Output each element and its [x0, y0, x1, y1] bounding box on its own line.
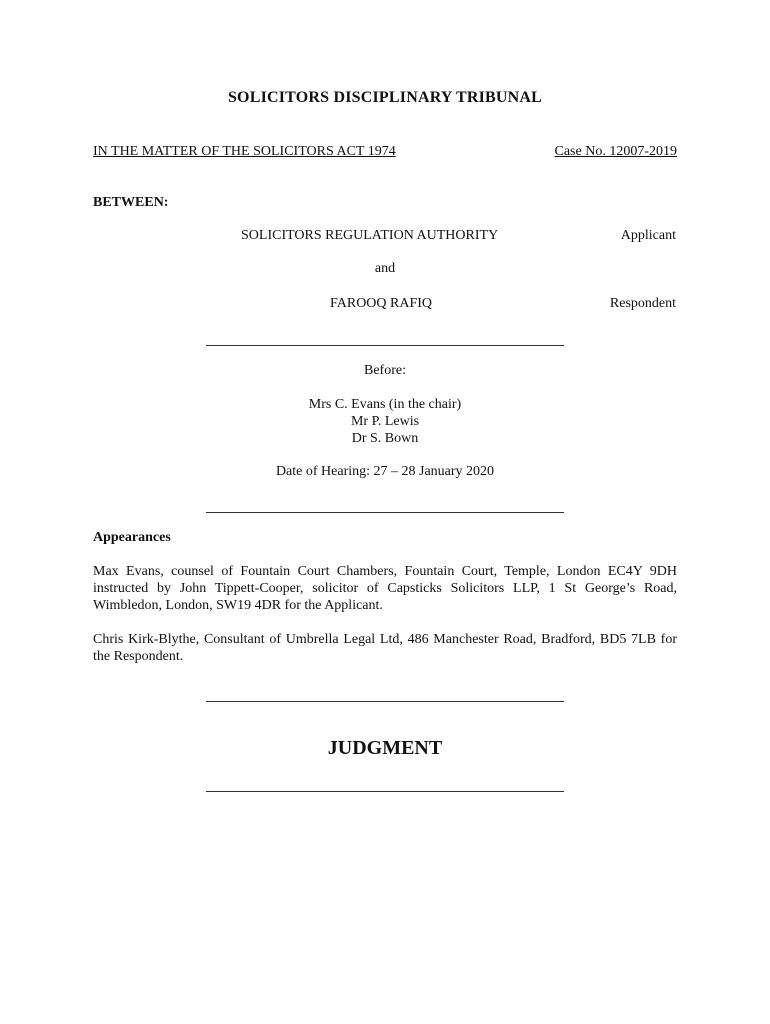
appearances-heading: Appearances [93, 530, 171, 545]
appearance-paragraph: Chris Kirk-Blythe, Consultant of Umbrella Legal Ltd, 486 Manchester Road, Bradford, BD5 7LB for the Respondent. [93, 632, 677, 664]
divider [206, 345, 564, 346]
panel-member: Mrs C. Evans (in the chair) [308, 397, 462, 412]
applicant-role: Applicant [620, 228, 676, 243]
before-label: Before: [364, 363, 406, 378]
judgment-heading: JUDGMENT [327, 737, 443, 759]
divider [206, 701, 564, 702]
respondent-name: FAROOQ RAFIQ [330, 296, 433, 311]
case-number: Case No. 12007-2019 [554, 144, 677, 159]
and-conjunction: and [374, 261, 396, 276]
hearing-date: Date of Hearing: 27 – 28 January 2020 [275, 464, 495, 479]
respondent-role: Respondent [609, 296, 676, 311]
applicant-name: SOLICITORS REGULATION AUTHORITY [241, 228, 499, 243]
matter-line: IN THE MATTER OF THE SOLICITORS ACT 1974 [93, 144, 396, 159]
divider [206, 512, 564, 513]
divider [206, 791, 564, 792]
between-label: BETWEEN: [93, 195, 169, 210]
panel-member: Dr S. Bown [351, 431, 419, 446]
tribunal-title: SOLICITORS DISCIPLINARY TRIBUNAL [227, 89, 543, 106]
panel-member: Mr P. Lewis [350, 414, 420, 429]
appearance-paragraph: Max Evans, counsel of Fountain Court Chambers, Fountain Court, Temple, London EC4Y 9DH instructed by John Tippett-Cooper, solicitor of Capsticks Solicitors LLP, 1 St George’s Road, Wimbledon, London, SW19 4DR for the Applicant. [93, 564, 677, 613]
